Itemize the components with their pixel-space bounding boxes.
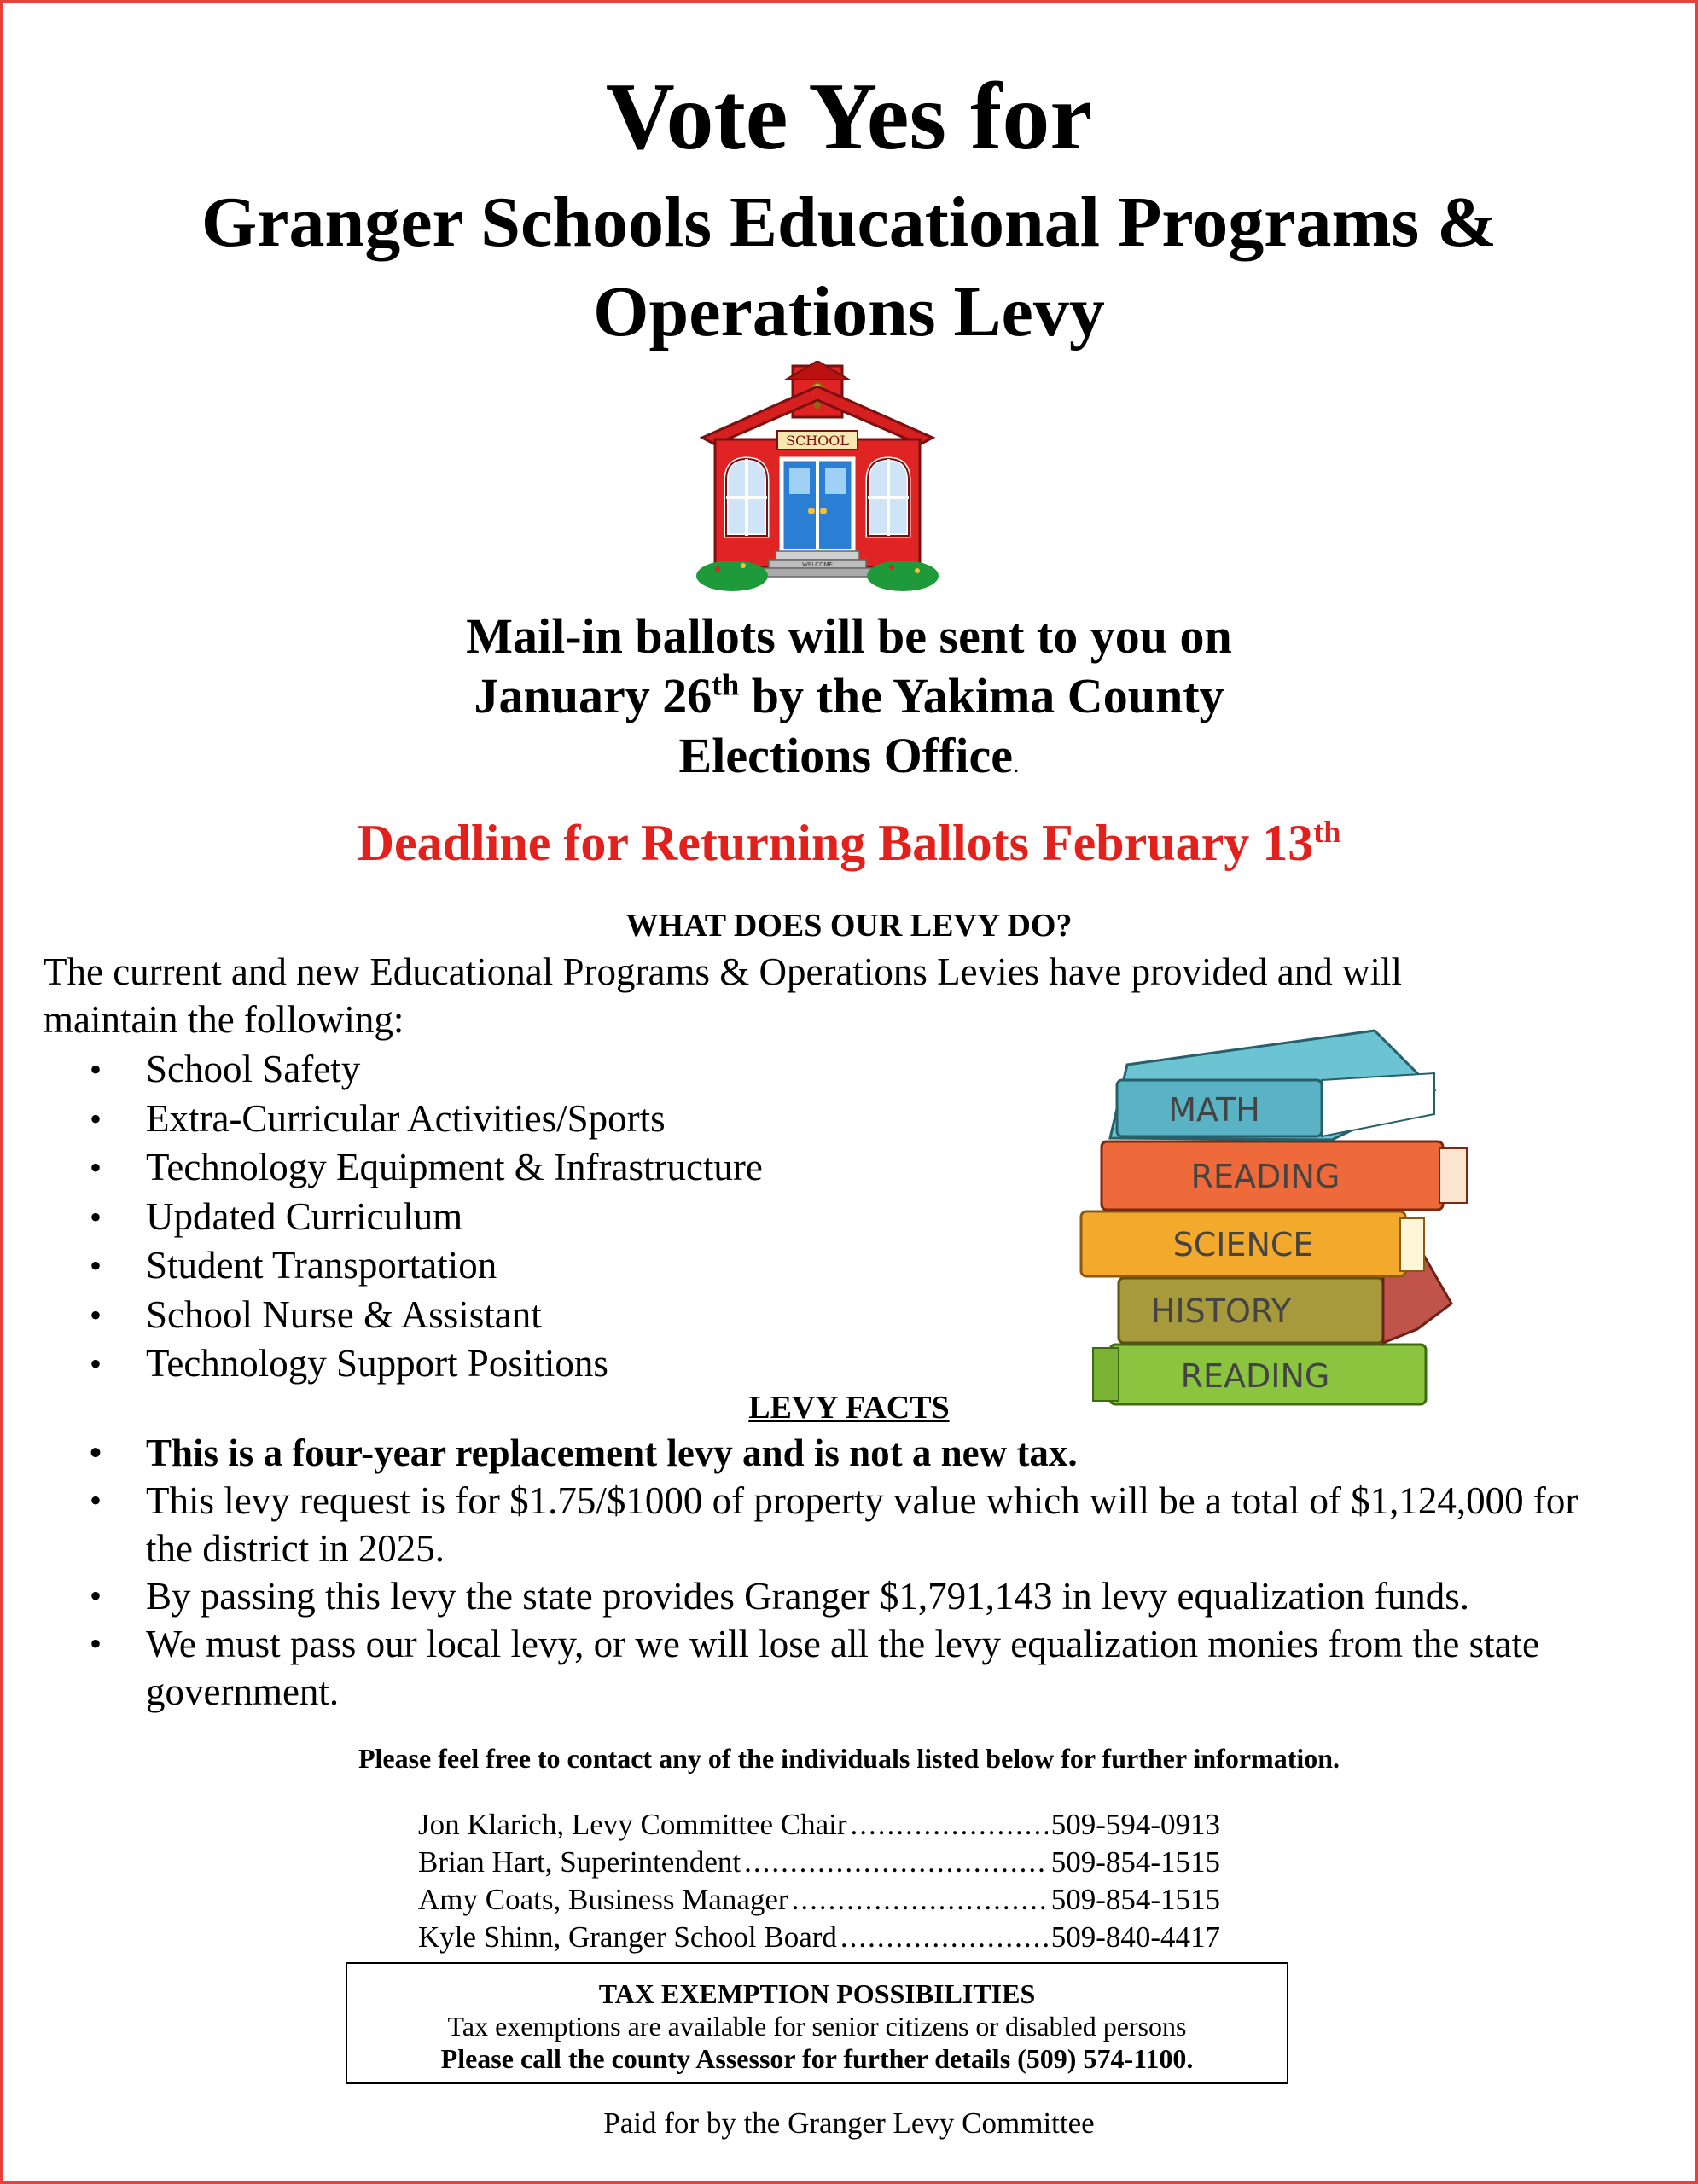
tax-box-line-2: Please call the county Assessor for further details (509) 574-1100. (440, 2043, 1194, 2074)
list-item: • This is a four-year replacement levy and is not a new tax. (90, 1429, 1617, 1477)
contact-phone: 509-840-4417 (1050, 1920, 1220, 1954)
contact-name: Amy Coats, Business Manager (418, 1883, 788, 1916)
list-item: • By passing this levy the state provides Granger $1,791,143 in levy equalization funds. (90, 1572, 1617, 1620)
book-label-reading-bottom: READING (1180, 1357, 1330, 1395)
mail-in-notice (3, 607, 1695, 794)
list-item: • School Nurse & Assistant (90, 1291, 763, 1340)
tax-exemption-box (346, 1962, 1288, 2084)
welcome-mat-text: WELCOME (801, 561, 834, 568)
contact-row (418, 1844, 1220, 1881)
levy-heading: WHAT DOES OUR LEVY DO? (625, 908, 1073, 944)
dot-leader (840, 1919, 1048, 1956)
tax-box-line-1: Tax exemptions are available for senior citizens or disabled persons (447, 2011, 1187, 2042)
books-illustration (1076, 1014, 1486, 1406)
mail-line-2 (3, 666, 1695, 726)
book-label-reading: READING (1190, 1158, 1340, 1195)
title-line-3: Operations Levy (593, 272, 1105, 351)
deadline-notice (3, 815, 1695, 871)
mail-date: January 26 (474, 668, 712, 723)
levy-facts-list (90, 1429, 1617, 1716)
contact-phone: 509-854-1515 (1050, 1845, 1220, 1879)
contact-row (418, 1881, 1220, 1919)
contact-row (418, 1919, 1220, 1956)
list-item: • School Safety (90, 1045, 763, 1095)
title-block (3, 177, 1695, 357)
book-label-math: MATH (1168, 1091, 1260, 1129)
mail-line-3 (3, 726, 1695, 794)
book-label-history: HISTORY (1150, 1292, 1292, 1330)
dot-leader (744, 1844, 1048, 1881)
levy-items-list (90, 1045, 763, 1389)
dot-leader (851, 1806, 1048, 1844)
list-item: • Student Transportation (90, 1241, 763, 1291)
list-item: • Technology Support Positions (90, 1339, 763, 1389)
paid-for-footer: Paid for by the Granger Levy Committee (603, 2106, 1095, 2140)
contact-note: Please feel free to contact any of the individuals listed below for further information. (358, 1743, 1340, 1774)
contact-row (418, 1806, 1220, 1844)
schoolhouse-illustration (694, 361, 941, 600)
list-item: • This levy request is for $1.75/$1000 of property value which will be a total of $1,124,000 for the district in 2025. (90, 1477, 1617, 1572)
contact-name: Brian Hart, Superintendent (418, 1845, 741, 1879)
contact-phone: 509-594-0913 (1050, 1808, 1220, 1841)
contact-phone: 509-854-1515 (1050, 1883, 1220, 1916)
mail-period: . (1012, 750, 1020, 778)
tax-box-heading: TAX EXEMPTION POSSIBILITIES (598, 1978, 1036, 2009)
book-label-science: SCIENCE (1172, 1226, 1314, 1263)
elections-office: Elections Office (678, 728, 1013, 783)
school-sign-text: SCHOOL (785, 433, 850, 449)
levy-intro: The current and new Educational Programs & Operations Levies have provided and will maintain the following: (44, 950, 1403, 1041)
list-item: • Technology Equipment & Infrastructure (90, 1143, 763, 1193)
dot-leader (792, 1881, 1048, 1919)
title-line-1: Vote Yes for (605, 64, 1093, 170)
mail-line-2-rest: by the Yakima County (739, 668, 1224, 723)
deadline-suffix: th (1313, 815, 1341, 849)
contact-name: Jon Klarich, Levy Committee Chair (418, 1808, 847, 1841)
mail-date-suffix: th (712, 667, 740, 702)
list-item: • We must pass our local levy, or we will lose all the levy equalization monies from the state government. (90, 1620, 1617, 1716)
contacts-list (418, 1806, 1220, 1956)
contact-name: Kyle Shinn, Granger School Board (418, 1920, 837, 1954)
mail-line-1: Mail-in ballots will be sent to you on (466, 608, 1232, 664)
list-item: • Extra-Curricular Activities/Sports (90, 1095, 763, 1144)
deadline-text: Deadline for Returning Ballots February 13 (357, 815, 1314, 871)
list-item: • Updated Curriculum (90, 1193, 763, 1242)
title-line-2: Granger Schools Educational Programs & (201, 183, 1497, 262)
levy-facts-heading: LEVY FACTS (748, 1390, 950, 1426)
